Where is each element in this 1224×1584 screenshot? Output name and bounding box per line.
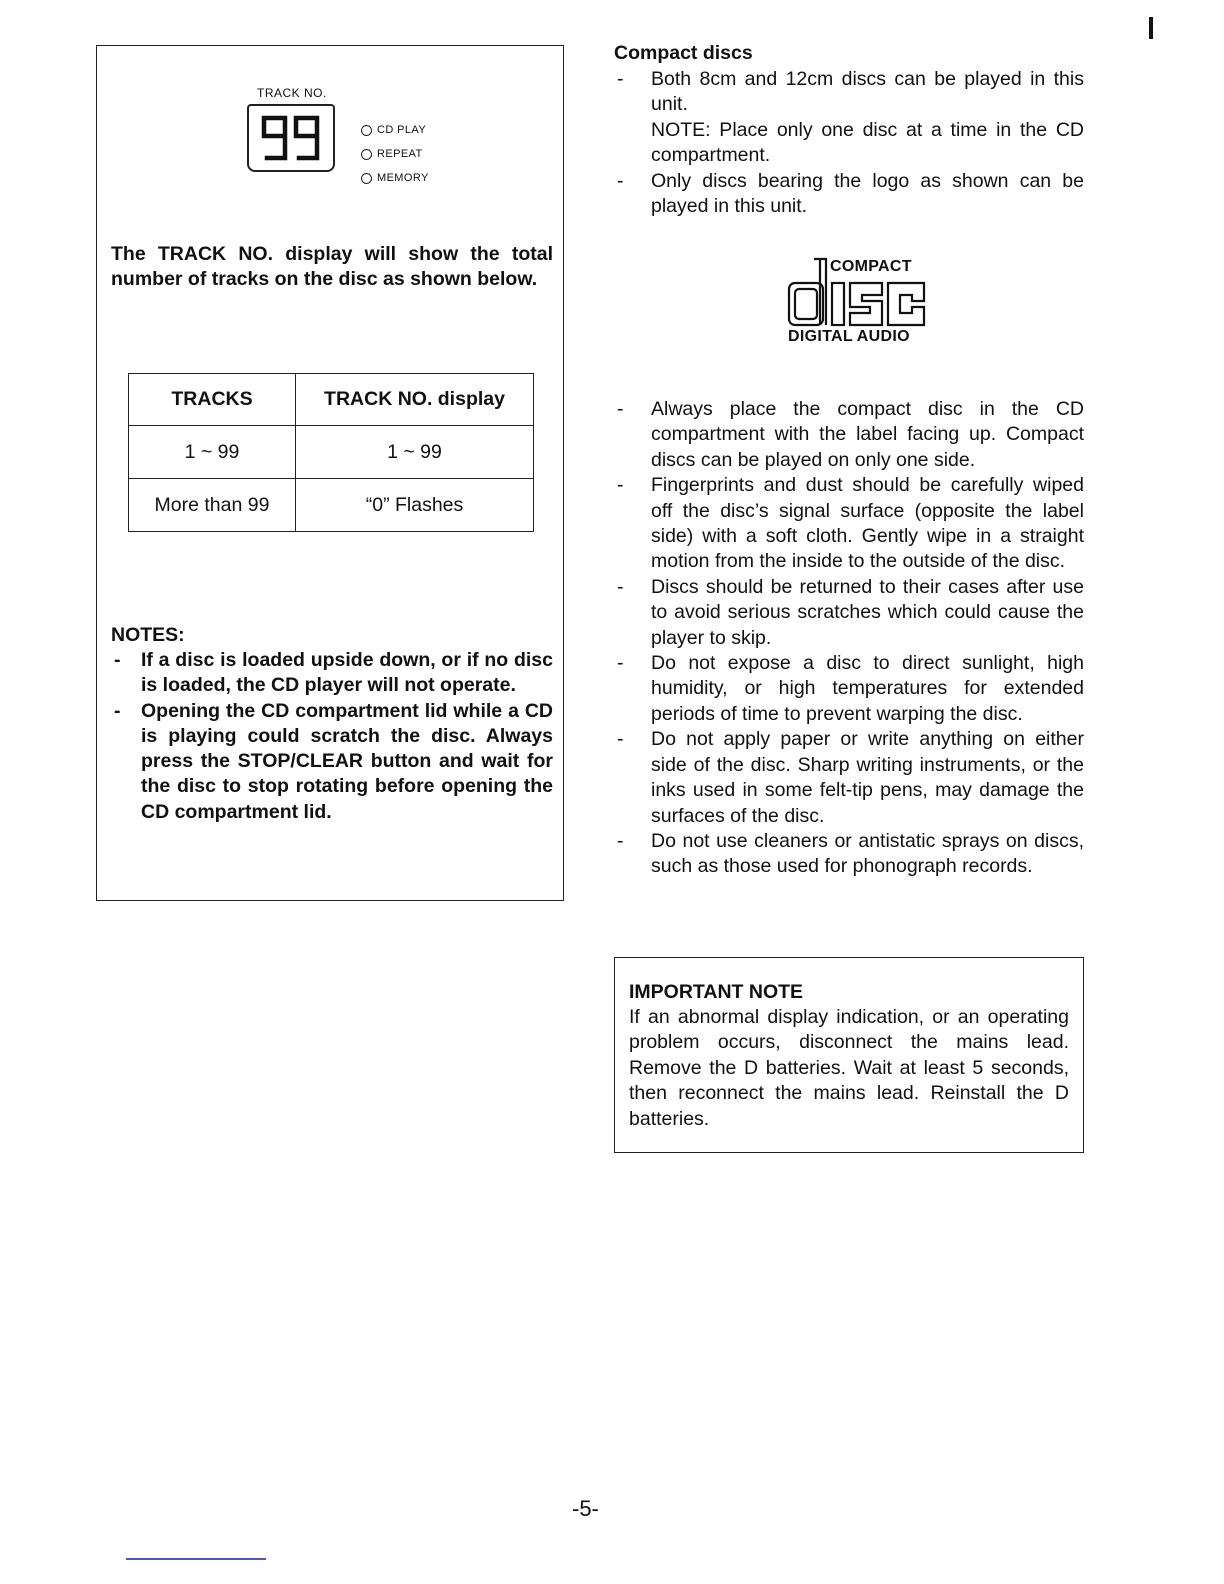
track-display-intro: The TRACK NO. display will show the total number of tracks on the disc as shown below.: [111, 243, 553, 290]
compact-disc-logo: [786, 255, 936, 347]
list-item: - If a disc is loaded upside down, or if no disc is loaded, the CD player will not operate.: [111, 648, 553, 699]
track-display-panel: [96, 45, 564, 901]
logo-bottom-text: DIGITAL AUDIO: [788, 328, 910, 345]
bottom-divider: [126, 1558, 266, 1560]
table-header-row: [129, 374, 534, 426]
indicator-label: REPEAT: [377, 148, 423, 160]
indicator-light-icon: [361, 173, 372, 184]
table-cell: 1 ~ 99: [296, 426, 534, 479]
indicator-memory: [361, 166, 429, 190]
important-note-body: If an abnormal display indication, or an operating problem occurs, disconnect the mains lead. Remove the D batteries. Wait at least 5 seconds, then reconnect the mains lead. Reinstall the D batteries.: [629, 1006, 1069, 1130]
indicator-light-icon: [361, 149, 372, 160]
seven-segment-digits-icon: [259, 114, 325, 164]
disc-care-list: [614, 397, 1084, 880]
notes-title: NOTES:: [111, 624, 185, 646]
indicator-label: MEMORY: [377, 172, 429, 184]
table-cell: 1 ~ 99: [129, 426, 296, 479]
table-header: TRACKS: [129, 374, 296, 426]
indicator-repeat: [361, 142, 429, 166]
list-item: - Do not expose a disc to direct sunlight, high humidity, or high temperatures for extended periods of time to prevent warping the disc.: [614, 651, 1084, 727]
list-item: - Opening the CD compartment lid while a CD is playing could scratch the disc. Always press the STOP/CLEAR button and wait for the disc to stop rotating before opening the CD compartment lid.: [111, 699, 553, 825]
table-row: [129, 479, 534, 532]
page-number: -5-: [572, 1496, 599, 1521]
track-no-display-illustration: [247, 86, 507, 236]
list-item: - Both 8cm and 12cm discs can be played in this unit.: [614, 67, 1084, 118]
indicator-label: CD PLAY: [377, 124, 427, 136]
compact-discs-heading: Compact discs: [614, 42, 753, 64]
notes-list: [111, 648, 553, 825]
compact-discs-list: [614, 67, 1084, 219]
list-item: - Do not apply paper or write anything on either side of the disc. Sharp writing instruments, or the inks used in some felt-tip pens, may damage the surfaces of the disc.: [614, 727, 1084, 829]
list-item: - Always place the compact disc in the CD compartment with the label facing up. Compact discs can be played on only one side.: [614, 397, 1084, 473]
tracks-table: [128, 373, 534, 532]
corner-mark: [1149, 17, 1153, 39]
indicator-light-icon: [361, 125, 372, 136]
list-item: - Only discs bearing the logo as shown can be played in this unit.: [614, 169, 1084, 220]
indicator-cd-play: [361, 118, 429, 142]
lcd-screen: [247, 104, 335, 172]
table-header: TRACK NO. display: [296, 374, 534, 426]
important-note-box: [614, 957, 1084, 1153]
important-note-title: IMPORTANT NOTE: [629, 981, 804, 1003]
list-item: - Fingerprints and dust should be carefully wiped off the disc’s signal surface (opposite the label side) with a soft cloth. Gently wipe in a straight motion from the inside to the outside of the disc.: [614, 473, 1084, 575]
logo-top-text: COMPACT: [830, 258, 912, 275]
lcd-label: TRACK NO.: [257, 86, 327, 100]
list-item-note: NOTE: Place only one disc at a time in the CD compartment.: [651, 118, 1084, 167]
indicator-list: [361, 118, 429, 190]
table-cell: “0” Flashes: [296, 479, 534, 532]
list-item: - Discs should be returned to their cases after use to avoid serious scratches which could cause the player to skip.: [614, 575, 1084, 651]
table-cell: More than 99: [129, 479, 296, 532]
list-item: - Do not use cleaners or antistatic sprays on discs, such as those used for phonograph records.: [614, 829, 1084, 880]
table-row: [129, 426, 534, 479]
